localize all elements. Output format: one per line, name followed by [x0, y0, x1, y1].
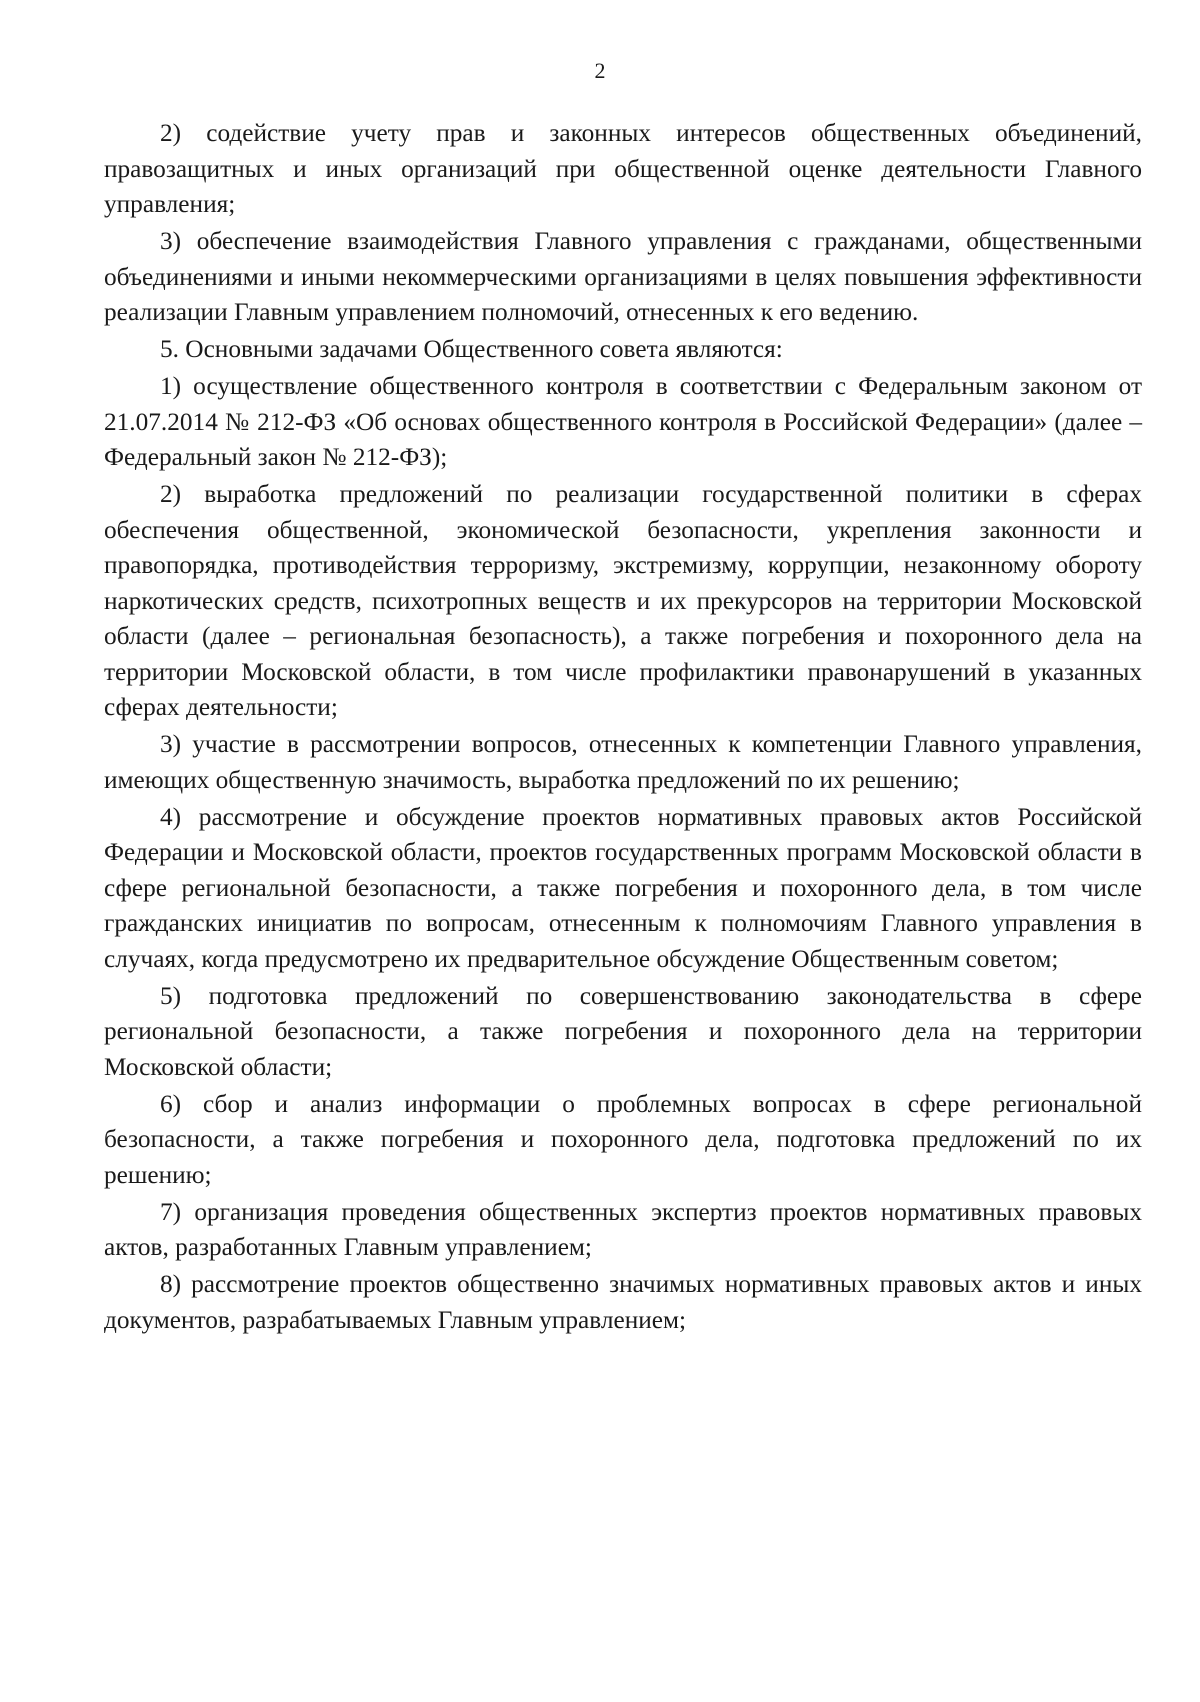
paragraph-task-8-significant-acts: 8) рассмотрение проектов общественно значимых нормативных правовых актов и иных документов, разрабатываемых Главным управлением;: [104, 1270, 1142, 1334]
paragraph-section-5-heading: 5. Основными задачами Общественного совета являются:: [160, 335, 783, 363]
paragraph-item-3-interaction: 3) обеспечение взаимодействия Главного управления с гражданами, общественными объединениями и иными некоммерческими организациями в целях повышения эффективности реализации Главным управлением полномочий, отнесенных к его ведению.: [104, 227, 1142, 326]
paragraph-task-4-draft-acts-review: 4) рассмотрение и обсуждение проектов нормативных правовых актов Российской Федерации и Московской области, проектов государственных программ Московской области в сфере региональной безопасности, а также погребения и похоронного дела, в том числе гражданских инициатив по вопросам, отнесенным к полномочиям Главного управления в случаях, когда предусмотрено их предварительное обсуждение Общественным советом;: [104, 802, 1142, 973]
page-number: 2: [594, 58, 606, 83]
document-body: [104, 116, 1142, 1340]
paragraph-task-2-policy-proposals: 2) выработка предложений по реализации государственной политики в сферах обеспечения общественной, экономической безопасности, укрепления законности и правопорядка, противодействия терроризму, экстремизму, коррупции, незаконному обороту наркотических средств, психотропных веществ и их прекурсоров на территории Московской области (далее – региональная безопасность), а также погребения и похоронного дела на территории Московской области, в том числе профилактики правонарушений в указанных сферах деятельности;: [104, 480, 1142, 721]
paragraph-task-3-competence-issues: 3) участие в рассмотрении вопросов, отнесенных к компетенции Главного управления, имеющих общественную значимость, выработка предложений по их решению;: [104, 730, 1142, 794]
paragraph-task-6-information-analysis: 6) сбор и анализ информации о проблемных вопросах в сфере региональной безопасности, а также погребения и похоронного дела, подготовка предложений по их решению;: [104, 1089, 1142, 1189]
paragraph-task-5-legislation-proposals: 5) подготовка предложений по совершенствованию законодательства в сфере региональной безопасности, а также погребения и похоронного дела на территории Московской области;: [104, 981, 1142, 1081]
paragraph-task-1-public-control: 1) осуществление общественного контроля в соответствии с Федеральным законом от 21.07.2014 № 212-ФЗ «Об основах общественного контроля в Российской Федерации» (далее – Федеральный закон № 212-ФЗ);: [104, 372, 1142, 471]
paragraph-item-2-public-evaluation: 2) содействие учету прав и законных интересов общественных объединений, правозащитных и иных организаций при общественной оценке деятельности Главного управления;: [104, 119, 1142, 218]
paragraph-task-7-public-expertise: 7) организация проведения общественных экспертиз проектов нормативных правовых актов, разработанных Главным управлением;: [104, 1197, 1142, 1261]
